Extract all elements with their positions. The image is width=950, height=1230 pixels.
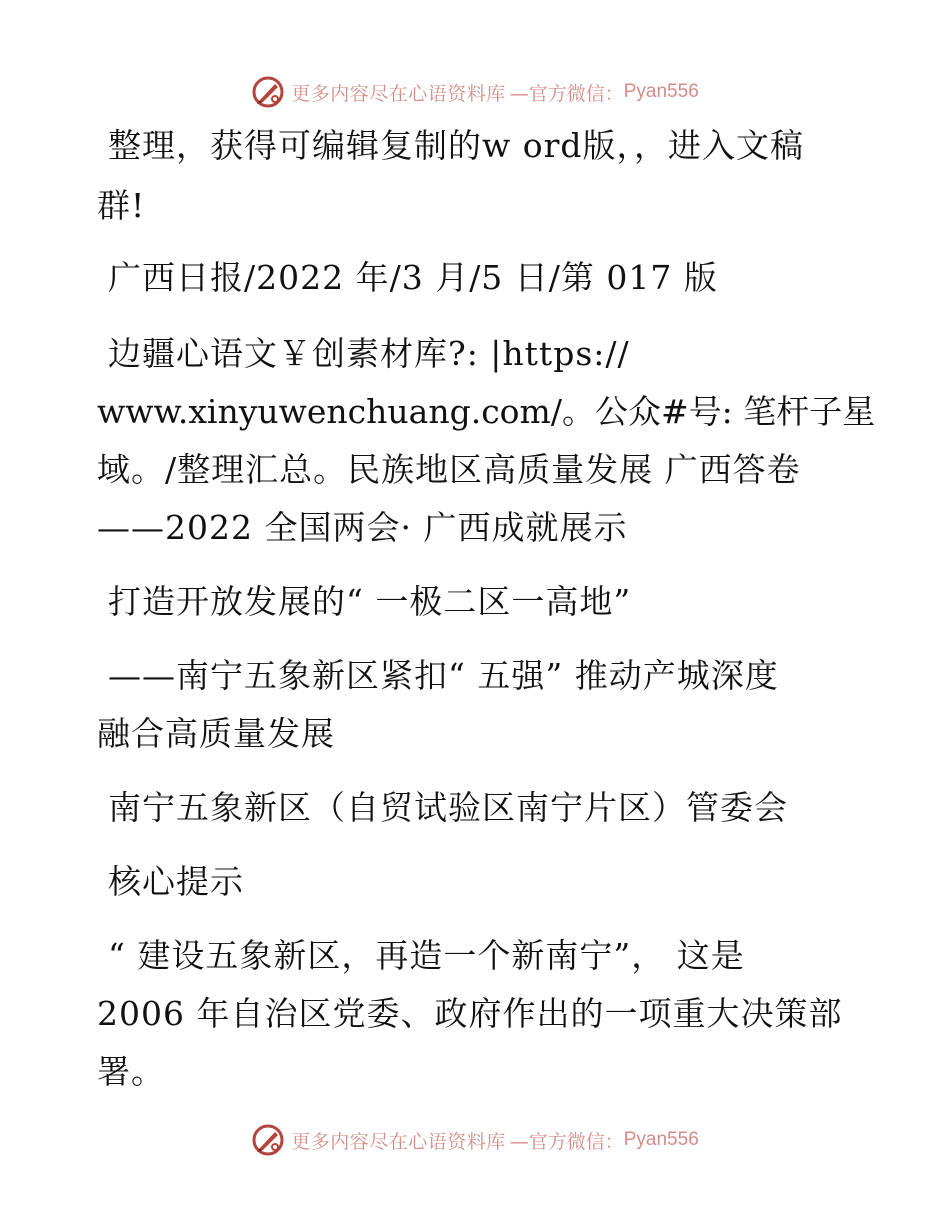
body-line-12: 核心提示 [108, 862, 244, 901]
body-line-3: 广西日报/2022 年/3 月/5 日/第 017 版 [108, 258, 718, 297]
body-line-11: 南宁五象新区（自贸试验区南宁片区）管委会 [108, 788, 788, 827]
banner-separator: —官方微信： [509, 82, 624, 105]
banner-wechat-id: Pyan556 [623, 81, 699, 102]
body-line-7: ——2022 全国两会· 广西成就展示 [97, 508, 628, 547]
banner-text: 更多内容尽在心语资料库 [291, 1130, 506, 1153]
body-line-15: 署。 [97, 1052, 165, 1091]
body-line-2: 群! [97, 186, 146, 225]
body-line-4: 边疆心语文￥创素材库?: |https:// [108, 334, 630, 373]
banner-separator: —官方微信： [509, 1130, 624, 1153]
body-line-13: “ 建设五象新区，再造一个新南宁”， 这是 [108, 936, 745, 975]
body-line-5: www.xinyuwenchuang.com/。公众#号: 笔杆子星 [97, 392, 876, 431]
banner-text: 更多内容尽在心语资料库 [291, 82, 506, 105]
body-line-6: 域。/整理汇总。民族地区高质量发展 广西答卷 [97, 450, 801, 489]
body-line-1: 整理，获得可编辑复制的w ord版，，进入文稿 [108, 126, 805, 165]
quill-logo-icon [251, 1123, 285, 1157]
banner-wechat-id: Pyan556 [623, 1129, 699, 1150]
body-line-10: 融合高质量发展 [97, 714, 335, 753]
footer-watermark-banner [0, 1120, 950, 1160]
header-watermark-banner [0, 72, 950, 112]
body-line-14: 2006 年自治区党委、政府作出的一项重大决策部 [97, 994, 843, 1033]
quill-logo-icon [251, 75, 285, 109]
body-line-8: 打造开放发展的“ 一极二区一高地” [108, 582, 632, 621]
body-line-9: ——南宁五象新区紧扣“ 五强” 推动产城深度 [108, 656, 779, 695]
